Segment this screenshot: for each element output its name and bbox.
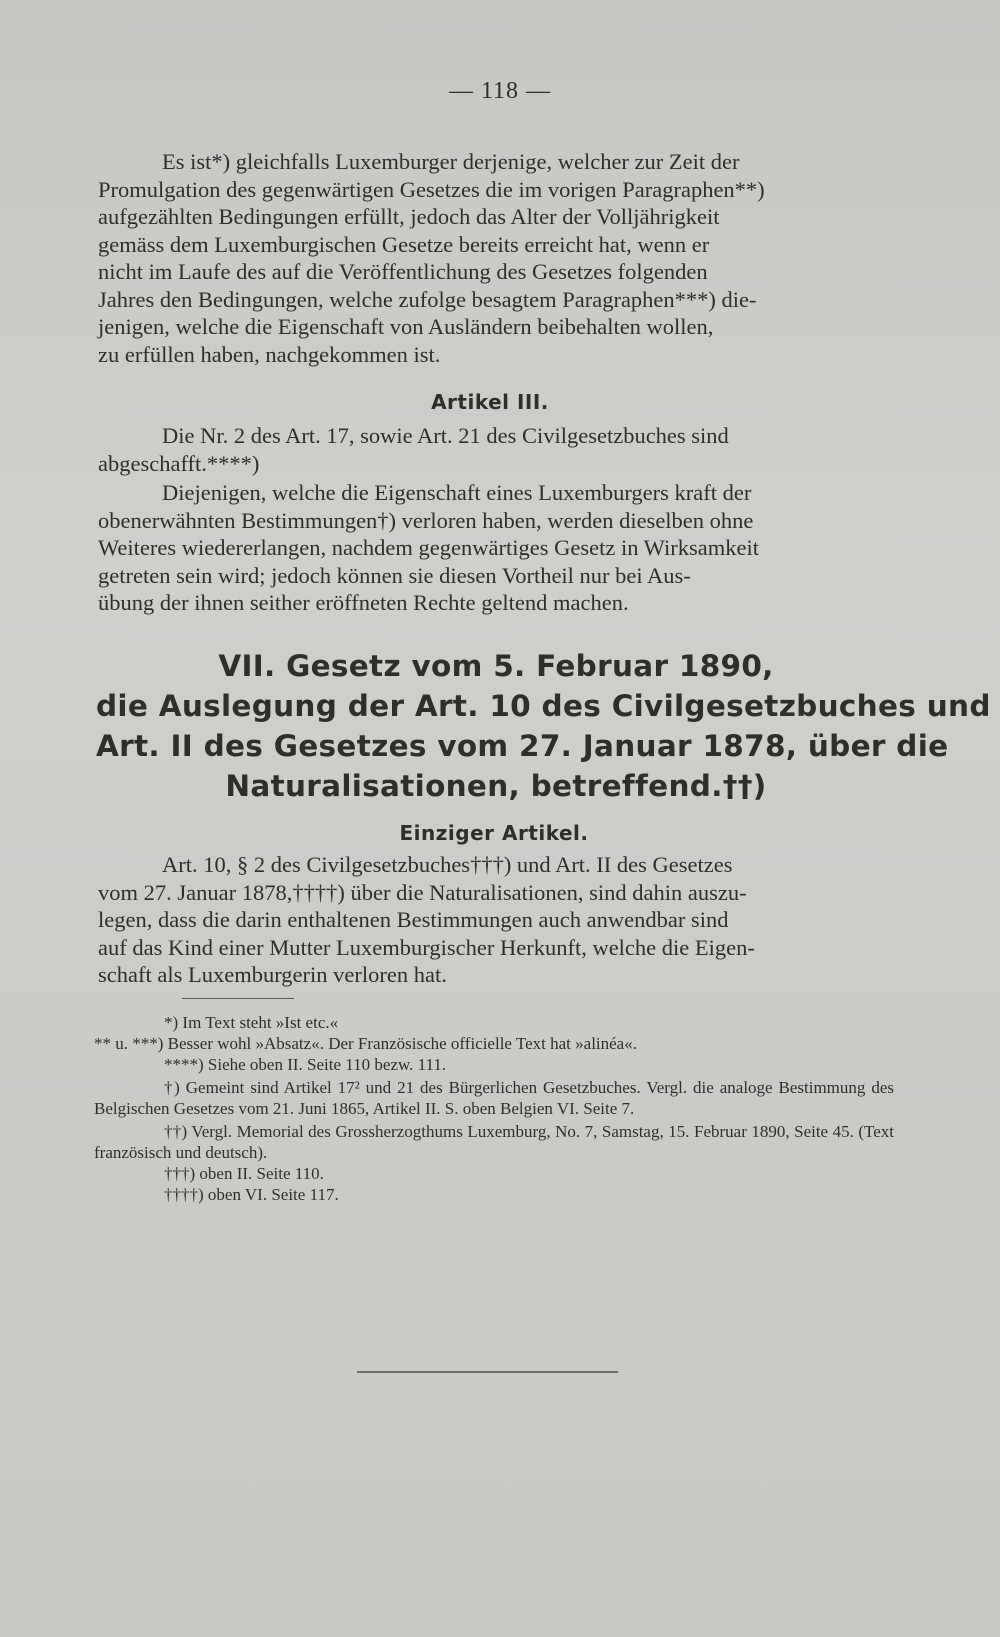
law-title-line: VII. Gesetz vom 5. Februar 1890, [218,649,774,683]
text-line: nicht im Laufe des auf die Veröffentlichung des Gesetzes folgenden [98,259,708,284]
text-line: obenerwähnten Bestimmungen†) verloren haben, werden dieselben ohne [98,507,754,533]
text-line: legen, dass die darin enthaltenen Bestimmungen auch anwendbar sind [98,907,729,932]
law-title-line: Art. II des Gesetzes vom 27. Januar 1878, über die [96,729,949,763]
artikel-3-heading: Artikel III. [431,390,549,414]
text-line: vom 27. Januar 1878,††††) über die Naturalisationen, sind dahin auszu- [98,879,747,905]
law-title-line: Naturalisationen, betreffend.††) [225,769,767,803]
text-line: aufgezählten Bedingungen erfüllt, jedoch das Alter der Volljährigkeit [98,204,720,229]
text-line: Weiteres wiedererlangen, nachdem gegenwärtiges Gesetz in Wirksamkeit [98,535,759,560]
footnote: †) Gemeint sind Artikel 17² und 21 des Bürgerlichen Gesetzbuches. Vergl. die analoge Bestimmung des Belgischen Gesetzes vom 21. Juni 1865, Artikel II. S. oben Belgien VI. Seite 7. [94,1078,894,1118]
page-number: — 118 — [448,78,552,104]
text-line: jenigen, welche die Eigenschaft von Ausländern beibehalten wollen, [98,314,714,339]
law-title [96,646,991,806]
footnote: ††) Vergl. Memorial des Grossherzogthums Luxemburg, No. 7, Samstag, 15. Februar 1890, Seite 45. (Text französisch und deutsch). [94,1122,894,1162]
page-end-rule [357,1371,618,1373]
text-line: zu erfüllen haben, nachgekommen ist. [98,341,441,367]
footnote-divider [182,998,294,999]
footnote: ** u. ***) Besser wohl »Absatz«. Der Französische officielle Text hat »alinéa«. [94,1034,637,1053]
paragraph-einziger-artikel [98,851,896,989]
text-line: abgeschafft.****) [98,450,260,476]
text-line: gemäss dem Luxemburgischen Gesetze bereits erreicht hat, wenn er [98,231,710,257]
text-line: Promulgation des gegenwärtigen Gesetzes die im vorigen Paragraphen**) [98,176,765,202]
text-line: Art. 10, § 2 des Civilgesetzbuches†††) und Art. II des Gesetzes [162,852,733,877]
text-line: Jahres den Bedingungen, welche zufolge besagtem Paragraphen***) die- [98,286,757,312]
einziger-artikel-heading: Einziger Artikel. [399,821,589,845]
footnote: ****) Siehe oben II. Seite 110 bezw. 111. [164,1055,447,1074]
paragraph-artikel-3 [98,422,896,477]
paragraph-diejenigen [98,479,896,617]
footnotes [94,1012,894,1205]
text-line: Die Nr. 2 des Art. 17, sowie Art. 21 des Civilgesetzbuches sind [162,423,729,448]
text-line: auf das Kind einer Mutter Luxemburgischer Herkunft, welche die Eigen- [98,934,755,960]
paragraph-artikel-2-continuation [98,148,896,368]
footnote: †††) oben II. Seite 110. [164,1164,324,1183]
text-line: getreten sein wird; jedoch können sie diesen Vortheil nur bei Aus- [98,562,691,588]
text-line: übung der ihnen seither eröffneten Rechte geltend machen. [98,590,629,615]
footnote: *) Im Text steht »Ist etc.« [164,1013,339,1032]
text-line: schaft als Luxemburgerin verloren hat. [98,962,447,987]
text-line: Diejenigen, welche die Eigenschaft eines Luxemburgers kraft der [162,480,752,505]
law-title-line: die Auslegung der Art. 10 des Civilgesetzbuches und [96,689,991,723]
footnote: ††††) oben VI. Seite 117. [164,1185,339,1204]
text-line: Es ist*) gleichfalls Luxemburger derjenige, welcher zur Zeit der [162,149,740,174]
